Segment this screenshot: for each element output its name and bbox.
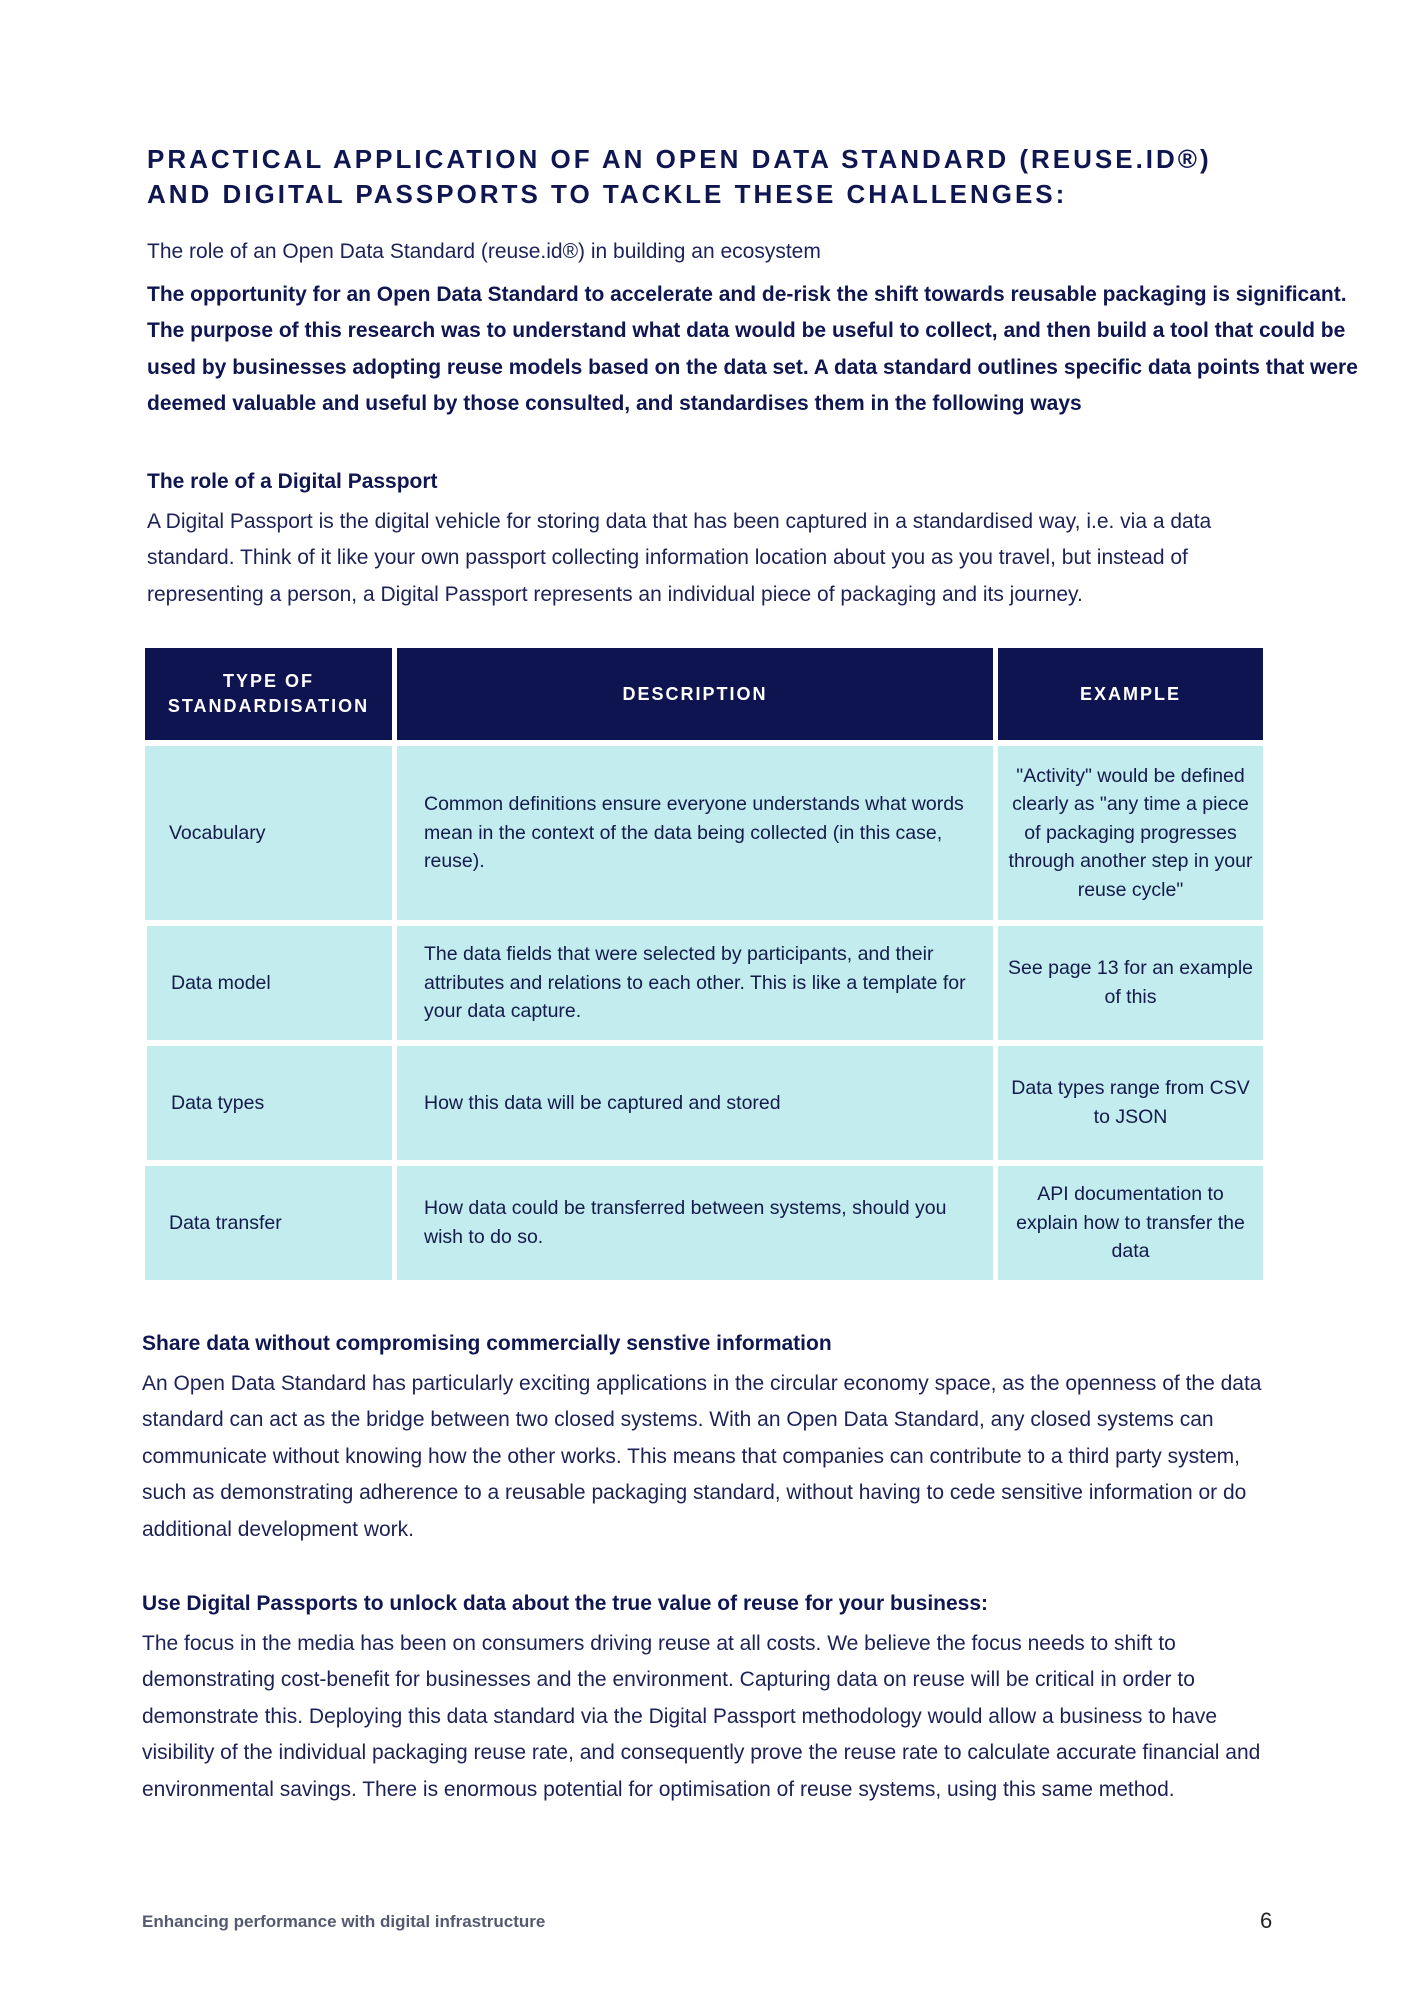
digital-passport-text: A Digital Passport is the digital vehicle for storing data that has been captured in a standardised way, i.e. via a data standard. Think of it like your own passport collecting information location about you as you travel, but instead of representing a person, a Digital Passport represents an individual piece of packaging and its journey. <box>147 510 1212 606</box>
table-header-description: DESCRIPTION <box>397 648 993 740</box>
table-cell-description: Common definitions ensure everyone understands what words mean in the context of the data being collected (in this case, reuse). <box>397 746 993 920</box>
share-data-heading: Share data without compromising commercially senstive information <box>142 1332 832 1355</box>
table-cell-description: How data could be transferred between systems, should you wish to do so. <box>397 1166 993 1280</box>
table-cell-example: Data types range from CSV to JSON <box>998 1046 1263 1160</box>
digital-passport-heading: The role of a Digital Passport <box>147 470 438 493</box>
standardisation-table <box>145 648 1263 1288</box>
table-cell-description: How this data will be captured and stored <box>397 1046 993 1160</box>
digital-passports-use-heading: Use Digital Passports to unlock data about the true value of reuse for your business: <box>142 1592 989 1615</box>
intro-line: The role of an Open Data Standard (reuse.id®) in building an ecosystem <box>147 240 821 263</box>
table-cell-example: See page 13 for an example of this <box>998 926 1263 1040</box>
table-cell-description: The data fields that were selected by participants, and their attributes and relations to each other. This is like a template for your data capture. <box>397 926 993 1040</box>
table-cell-type: Data types <box>147 1046 392 1160</box>
table-cell-type: Vocabulary <box>145 746 392 920</box>
table-cell-example: "Activity" would be defined clearly as "any time a piece of packaging progresses through another step in your reuse cycle" <box>998 746 1263 920</box>
table-cell-example: API documentation to explain how to transfer the data <box>998 1166 1263 1280</box>
table-cell-type: Data transfer <box>145 1166 392 1280</box>
page-number: 6 <box>1260 1908 1273 1933</box>
table-header-type: TYPE OF STANDARDISATION <box>145 648 392 740</box>
page-heading: PRACTICAL APPLICATION OF AN OPEN DATA STANDARD (REUSE.ID®) AND DIGITAL PASSPORTS TO TACKLE THESE CHALLENGES: <box>147 144 1212 209</box>
table-header-example: EXAMPLE <box>998 648 1263 740</box>
opportunity-paragraph: The opportunity for an Open Data Standard to accelerate and de-risk the shift towards reusable packaging is significant. The purpose of this research was to understand what data would be useful to collect, and then build a tool that could be used by businesses adopting reuse models based on the data set. A data standard outlines specific data points that were deemed valuable and useful by those consulted, and standardises them in the following ways <box>147 283 1358 415</box>
table-cell-type: Data model <box>147 926 392 1040</box>
footer-text: Enhancing performance with digital infrastructure <box>142 1912 546 1931</box>
digital-passports-use-text: The focus in the media has been on consumers driving reuse at all costs. We believe the focus needs to shift to demonstrating cost-benefit for businesses and the environment. Capturing data on reuse will be critical in order to demonstrate this. Deploying this data standard via the Digital Passport methodology would allow a business to have visibility of the individual packaging reuse rate, and consequently prove the reuse rate to calculate accurate financial and environmental savings. There is enormous potential for optimisation of reuse systems, using this same method. <box>142 1632 1261 1801</box>
share-data-text: An Open Data Standard has particularly exciting applications in the circular economy space, as the openness of the data standard can act as the bridge between two closed systems. With an Open Data Standard, any closed systems can communicate without knowing how the other works. This means that companies can contribute to a third party system, such as demonstrating adherence to a reusable packaging standard, without having to cede sensitive information or do additional development work. <box>142 1372 1262 1541</box>
